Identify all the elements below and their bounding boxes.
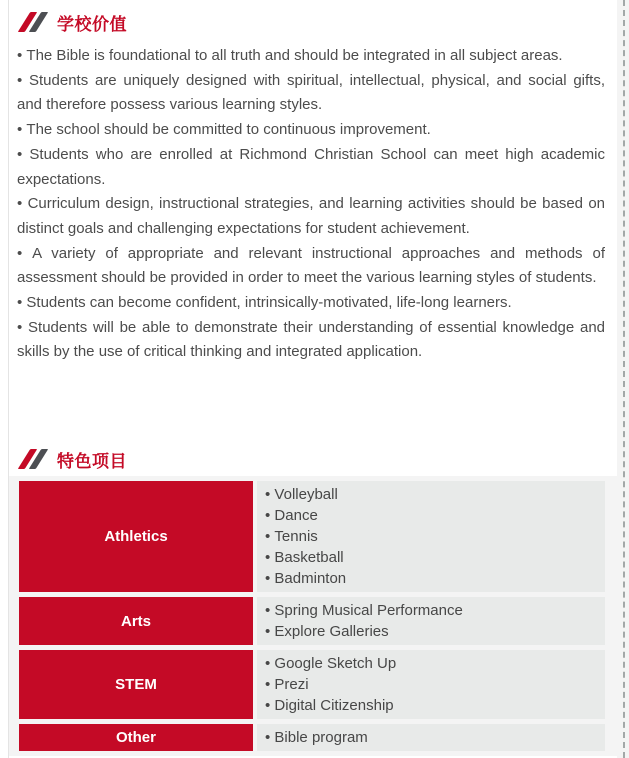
category-cell: Arts <box>19 597 253 645</box>
value-bullet: • Curriculum design, instructional strategies, and learning activities should be based on distinct goals and challenging expectations for student achievement. <box>17 192 605 241</box>
category-cell: STEM <box>19 650 253 719</box>
item: • Spring Musical Performance <box>265 600 597 621</box>
values-bullet-list <box>17 44 605 417</box>
table-row-athletics <box>19 481 605 592</box>
features-table <box>9 476 617 756</box>
item: • Tennis <box>265 526 597 547</box>
table-row-stem <box>19 650 605 719</box>
value-bullet: • Students who are enrolled at Richmond Christian School can meet high academic expectations. <box>17 143 605 192</box>
item: • Bible program <box>265 727 597 748</box>
section-header-values <box>20 10 617 34</box>
section-title-values: 学校价值 <box>57 14 127 34</box>
item: • Prezi <box>265 674 597 695</box>
item: • Explore Galleries <box>265 621 597 642</box>
value-bullet: • Students will be able to demonstrate their understanding of essential knowledge and skills by the use of critical thinking and integrated application. <box>17 316 605 365</box>
items-cell <box>257 481 605 592</box>
value-bullet: • Students can become confident, intrinsically-motivated, life-long learners. <box>17 291 605 316</box>
double-slash-icon <box>20 449 46 469</box>
table-row-arts <box>19 597 605 645</box>
item: • Volleyball <box>265 484 597 505</box>
items-cell <box>257 597 605 645</box>
item: • Dance <box>265 505 597 526</box>
section-header-features <box>20 447 617 471</box>
value-bullet: • Students are uniquely designed with spiritual, intellectual, physical, and social gifts, and therefore possess various learning styles. <box>17 69 605 118</box>
item: • Google Sketch Up <box>265 653 597 674</box>
value-bullet: • A variety of appropriate and relevant instructional approaches and methods of assessment should be provided in order to meet the various learning styles of students. <box>17 242 605 291</box>
category-cell: Other <box>19 724 253 751</box>
dashed-divider-line <box>623 0 625 758</box>
category-cell: Athletics <box>19 481 253 592</box>
section-title-features: 特色项目 <box>57 451 127 471</box>
double-slash-icon <box>20 12 46 32</box>
table-row-other <box>19 724 605 751</box>
item: • Digital Citizenship <box>265 695 597 716</box>
value-bullet: • The Bible is foundational to all truth and should be integrated in all subject areas. <box>17 44 605 69</box>
items-cell <box>257 724 605 751</box>
value-bullet: • The school should be committed to continuous improvement. <box>17 118 605 143</box>
item: • Badminton <box>265 568 597 589</box>
item: • Basketball <box>265 547 597 568</box>
items-cell <box>257 650 605 719</box>
